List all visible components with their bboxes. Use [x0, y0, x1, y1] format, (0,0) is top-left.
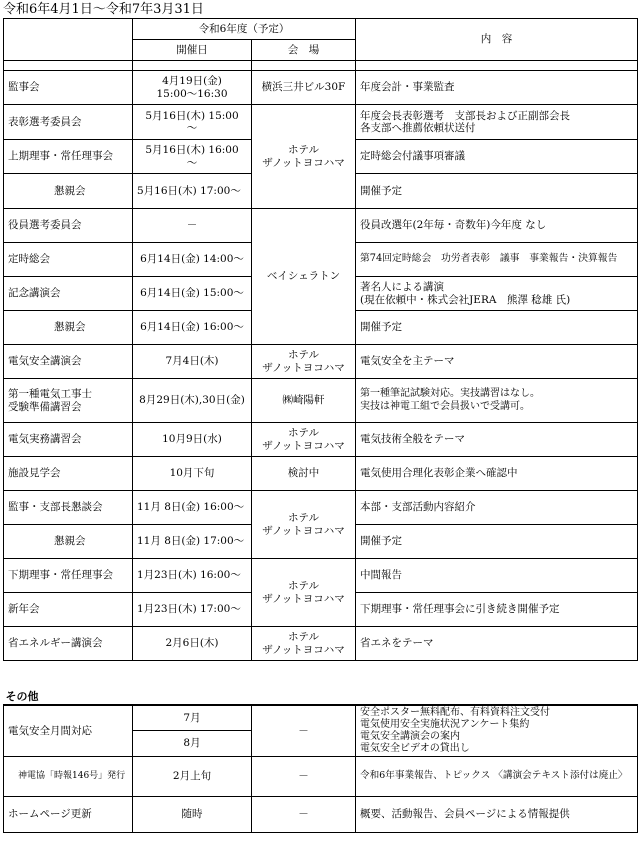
- event-content: 開催予定: [356, 311, 638, 345]
- event-date: 5月16日(木) 17:00～: [133, 174, 252, 209]
- event-venue: ㈱崎陽軒: [252, 379, 356, 423]
- event-venue: ホテル ザノットヨコハマ: [252, 105, 356, 209]
- event-content: 年度会計・事業監査: [356, 71, 638, 105]
- event-date: 11月 8日(金) 16:00～: [133, 491, 252, 525]
- event-venue: －: [252, 797, 356, 833]
- event-content: 下期理事・常任理事会に引き続き開催予定: [356, 593, 638, 627]
- event-date: 1月23日(木) 16:00～: [133, 559, 252, 593]
- row-anzen-gekkan: [4, 705, 638, 731]
- event-date: 2月6日(木): [133, 627, 252, 661]
- event-venue: ホテル ザノットヨコハマ: [252, 423, 356, 457]
- event-name: 懇親会: [4, 311, 133, 345]
- header-blank: [4, 19, 133, 61]
- event-content: 定時総会付議事項審議: [356, 140, 638, 174]
- event-name: 省エネルギー講演会: [4, 627, 133, 661]
- event-date: 11月 8日(金) 17:00～: [133, 525, 252, 559]
- event-name: 役員選考委員会: [4, 209, 133, 243]
- event-venue: ホテル ザノットヨコハマ: [252, 559, 356, 627]
- header-content: 内 容: [356, 19, 638, 61]
- row-hyosho: [4, 105, 638, 140]
- event-venue: －: [252, 757, 356, 797]
- event-name: 電気安全月間対応: [4, 705, 133, 757]
- event-content: 電気使用合理化表彰企業へ確認中: [356, 457, 638, 491]
- event-content: 令和6年事業報告、トピックス 〈講演会テキスト添付は廃止〉: [356, 757, 638, 797]
- event-name: 電気実務講習会: [4, 423, 133, 457]
- row-shoene-koenkai: [4, 627, 638, 661]
- event-name: 電気安全講演会: [4, 345, 133, 379]
- header-date: 開催日: [133, 40, 252, 61]
- event-content: 開催予定: [356, 174, 638, 209]
- event-name: 下期理事・常任理事会: [4, 559, 133, 593]
- event-content: 電気安全を主テーマ: [356, 345, 638, 379]
- event-venue: ホテル ザノットヨコハマ: [252, 345, 356, 379]
- event-date: 7月4日(木): [133, 345, 252, 379]
- event-content: 安全ポスター無料配布、有料資料注文受付 電気使用安全実施状況アンケート集約 電気安全講演会の案内 電気安全ビデオの貸出し: [356, 705, 638, 757]
- event-date: 8月: [133, 731, 252, 757]
- event-name: 監事会: [4, 71, 133, 105]
- event-name: 定時総会: [4, 243, 133, 277]
- event-venue: －: [252, 705, 356, 757]
- event-date: 2月上旬: [133, 757, 252, 797]
- event-venue: 横浜三井ビル30F: [252, 71, 356, 105]
- event-name: 新年会: [4, 593, 133, 627]
- event-content: 著名人による講演 (現在依頼中・株式会社JERA 熊澤 稔雄 氏): [356, 277, 638, 311]
- event-name: 懇親会: [4, 174, 133, 209]
- event-content: 電気技術全般をテーマ: [356, 423, 638, 457]
- event-name: 記念講演会: [4, 277, 133, 311]
- event-name: 施設見学会: [4, 457, 133, 491]
- others-section: [4, 661, 638, 705]
- event-venue: ベイシェラトン: [252, 209, 356, 345]
- event-date: －: [133, 209, 252, 243]
- event-content: 役員改選年(2年毎・奇数年)今年度 なし: [356, 209, 638, 243]
- event-date: 1月23日(木) 17:00～: [133, 593, 252, 627]
- event-content: 年度会長表彰選考 支部長および正副部会長 各支部へ推薦依頼状送付: [356, 105, 638, 140]
- row-denki-anzen-koenkai: [4, 345, 638, 379]
- event-name: 表彰選考委員会: [4, 105, 133, 140]
- event-date: 8月29日(木),30日(金): [133, 379, 252, 423]
- row-shisetsu-kengakukai: [4, 457, 638, 491]
- event-content: 省エネをテーマ: [356, 627, 638, 661]
- schedule-table: [3, 18, 638, 833]
- event-date: 6月14日(金) 15:00～: [133, 277, 252, 311]
- row-koshukai-1shu: [4, 379, 638, 423]
- row-jiho: [4, 757, 638, 797]
- event-date: 5月16日(木) 16:00 ～: [133, 140, 252, 174]
- event-content: 第一種筆記試験対応。実技講習はなし。 実技は神電工組で会員扱いで受講可。: [356, 379, 638, 423]
- event-name: 神電協「時報146号」発行: [4, 757, 133, 797]
- event-content: 概要、活動報告、会員ページによる情報提供: [356, 797, 638, 833]
- event-content: 第74回定時総会 功労者表彰 議事 事業報告・決算報告: [356, 243, 638, 277]
- event-name: 懇親会: [4, 525, 133, 559]
- event-date: 5月16日(木) 15:00 ～: [133, 105, 252, 140]
- header-venue: 会 場: [252, 40, 356, 61]
- event-date: 10月下旬: [133, 457, 252, 491]
- event-date: 4月19日(金) 15:00～16:30: [133, 71, 252, 105]
- event-date: 10月9日(水): [133, 423, 252, 457]
- event-name: ホームページ更新: [4, 797, 133, 833]
- row-kanjikai: [4, 71, 638, 105]
- row-yakuin: [4, 209, 638, 243]
- event-name: 監事・支部長懇談会: [4, 491, 133, 525]
- event-date: 7月: [133, 705, 252, 731]
- event-date: 6月14日(金) 16:00～: [133, 311, 252, 345]
- row-homepage: [4, 797, 638, 833]
- event-venue: 検討中: [252, 457, 356, 491]
- event-date: 随時: [133, 797, 252, 833]
- row-shimoki-riji: [4, 559, 638, 593]
- row-shibucho-kondankai: [4, 491, 638, 525]
- event-content: 中間報告: [356, 559, 638, 593]
- event-name: 第一種電気工事士 受験準備講習会: [4, 379, 133, 423]
- event-date: 6月14日(金) 14:00～: [133, 243, 252, 277]
- header-year: 令和6年度（予定）: [133, 19, 356, 40]
- period-title: 令和6年4月1日～令和7年3月31日: [3, 2, 204, 17]
- event-venue: ホテル ザノットヨコハマ: [252, 491, 356, 559]
- others-title: その他: [4, 661, 638, 705]
- event-content: 本部・支部活動内容紹介: [356, 491, 638, 525]
- event-name: 上期理事・常任理事会: [4, 140, 133, 174]
- row-jitsumu-koshukai: [4, 423, 638, 457]
- event-venue: ホテル ザノットヨコハマ: [252, 627, 356, 661]
- event-content: 開催予定: [356, 525, 638, 559]
